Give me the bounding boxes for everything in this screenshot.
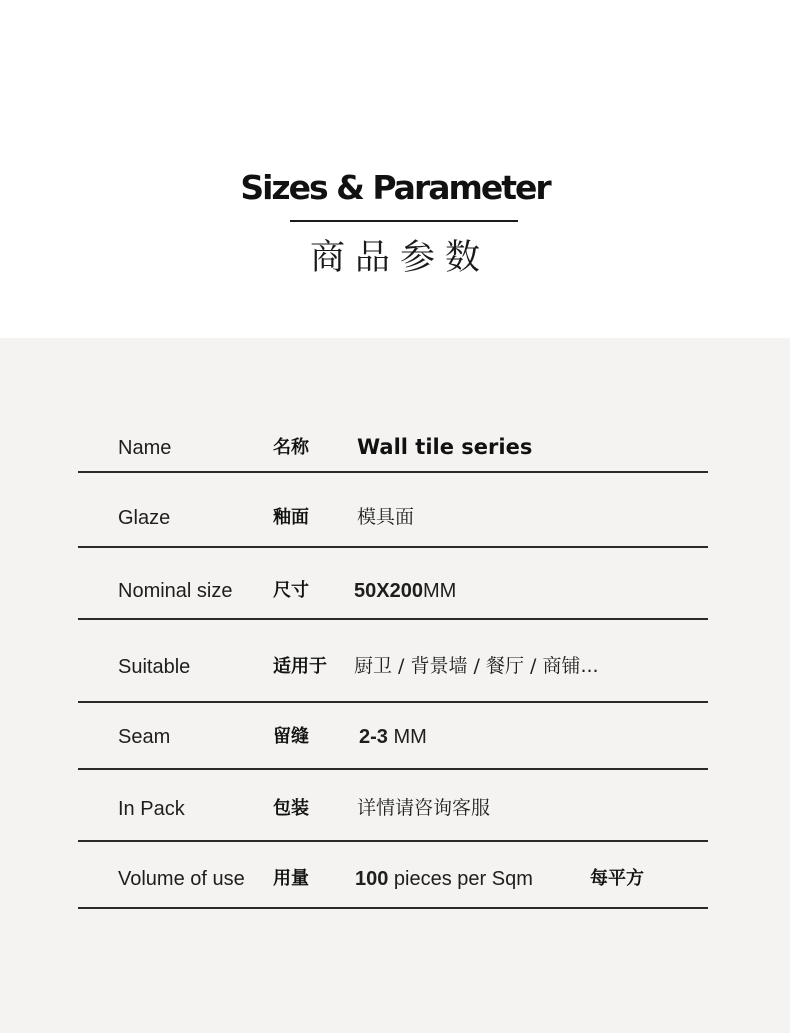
row-glaze-value: 模具面	[357, 506, 415, 528]
row-divider	[78, 768, 708, 770]
row-suitable-label-cn: 适用于	[273, 656, 327, 677]
title-chinese: 商品参数	[309, 238, 490, 278]
row-divider	[78, 907, 708, 909]
row-glaze-label-cn: 釉面	[273, 507, 309, 528]
row-seam-value-unit: MM	[387, 726, 427, 748]
row-volume-extra: 每平方	[590, 868, 644, 889]
row-suitable-label-en: Suitable	[118, 656, 191, 678]
row-divider	[78, 618, 708, 620]
row-pack-label-cn: 包装	[273, 798, 309, 819]
row-seam-label-cn: 留缝	[273, 726, 309, 747]
row-name-label-cn: 名称	[273, 437, 309, 458]
row-divider	[78, 840, 708, 842]
row-size-label-en: Nominal size	[118, 580, 233, 602]
row-divider	[78, 546, 708, 548]
row-volume-value	[355, 866, 533, 892]
row-divider	[78, 471, 708, 473]
row-size-label-cn: 尺寸	[273, 580, 309, 601]
row-name-label-en: Name	[118, 437, 172, 459]
row-seam-label-en: Seam	[118, 726, 171, 748]
row-name-value: Wall tile series	[357, 435, 533, 459]
row-seam-value-number: 2-3	[359, 726, 388, 748]
row-pack-label-en: In Pack	[118, 798, 185, 820]
row-seam-value	[359, 724, 427, 750]
row-size-value-number: 50X200	[354, 580, 423, 602]
row-pack-value: 详情请咨询客服	[357, 797, 491, 819]
header-section	[0, 0, 790, 338]
row-volume-label-cn: 用量	[273, 868, 309, 889]
row-divider	[78, 701, 708, 703]
row-glaze-label-en: Glaze	[118, 507, 171, 529]
row-volume-label-en: Volume of use	[118, 868, 245, 890]
row-volume-value-number: 100	[355, 868, 389, 890]
title-divider	[290, 220, 518, 222]
row-size-value	[354, 578, 456, 604]
row-size-value-unit: MM	[422, 580, 457, 602]
row-suitable-value: 厨卫 / 背景墙 / 餐厅 / 商铺...	[354, 655, 599, 677]
title-english: Sizes & Parameter	[240, 168, 550, 207]
row-volume-value-unit: pieces per Sqm	[388, 868, 533, 890]
